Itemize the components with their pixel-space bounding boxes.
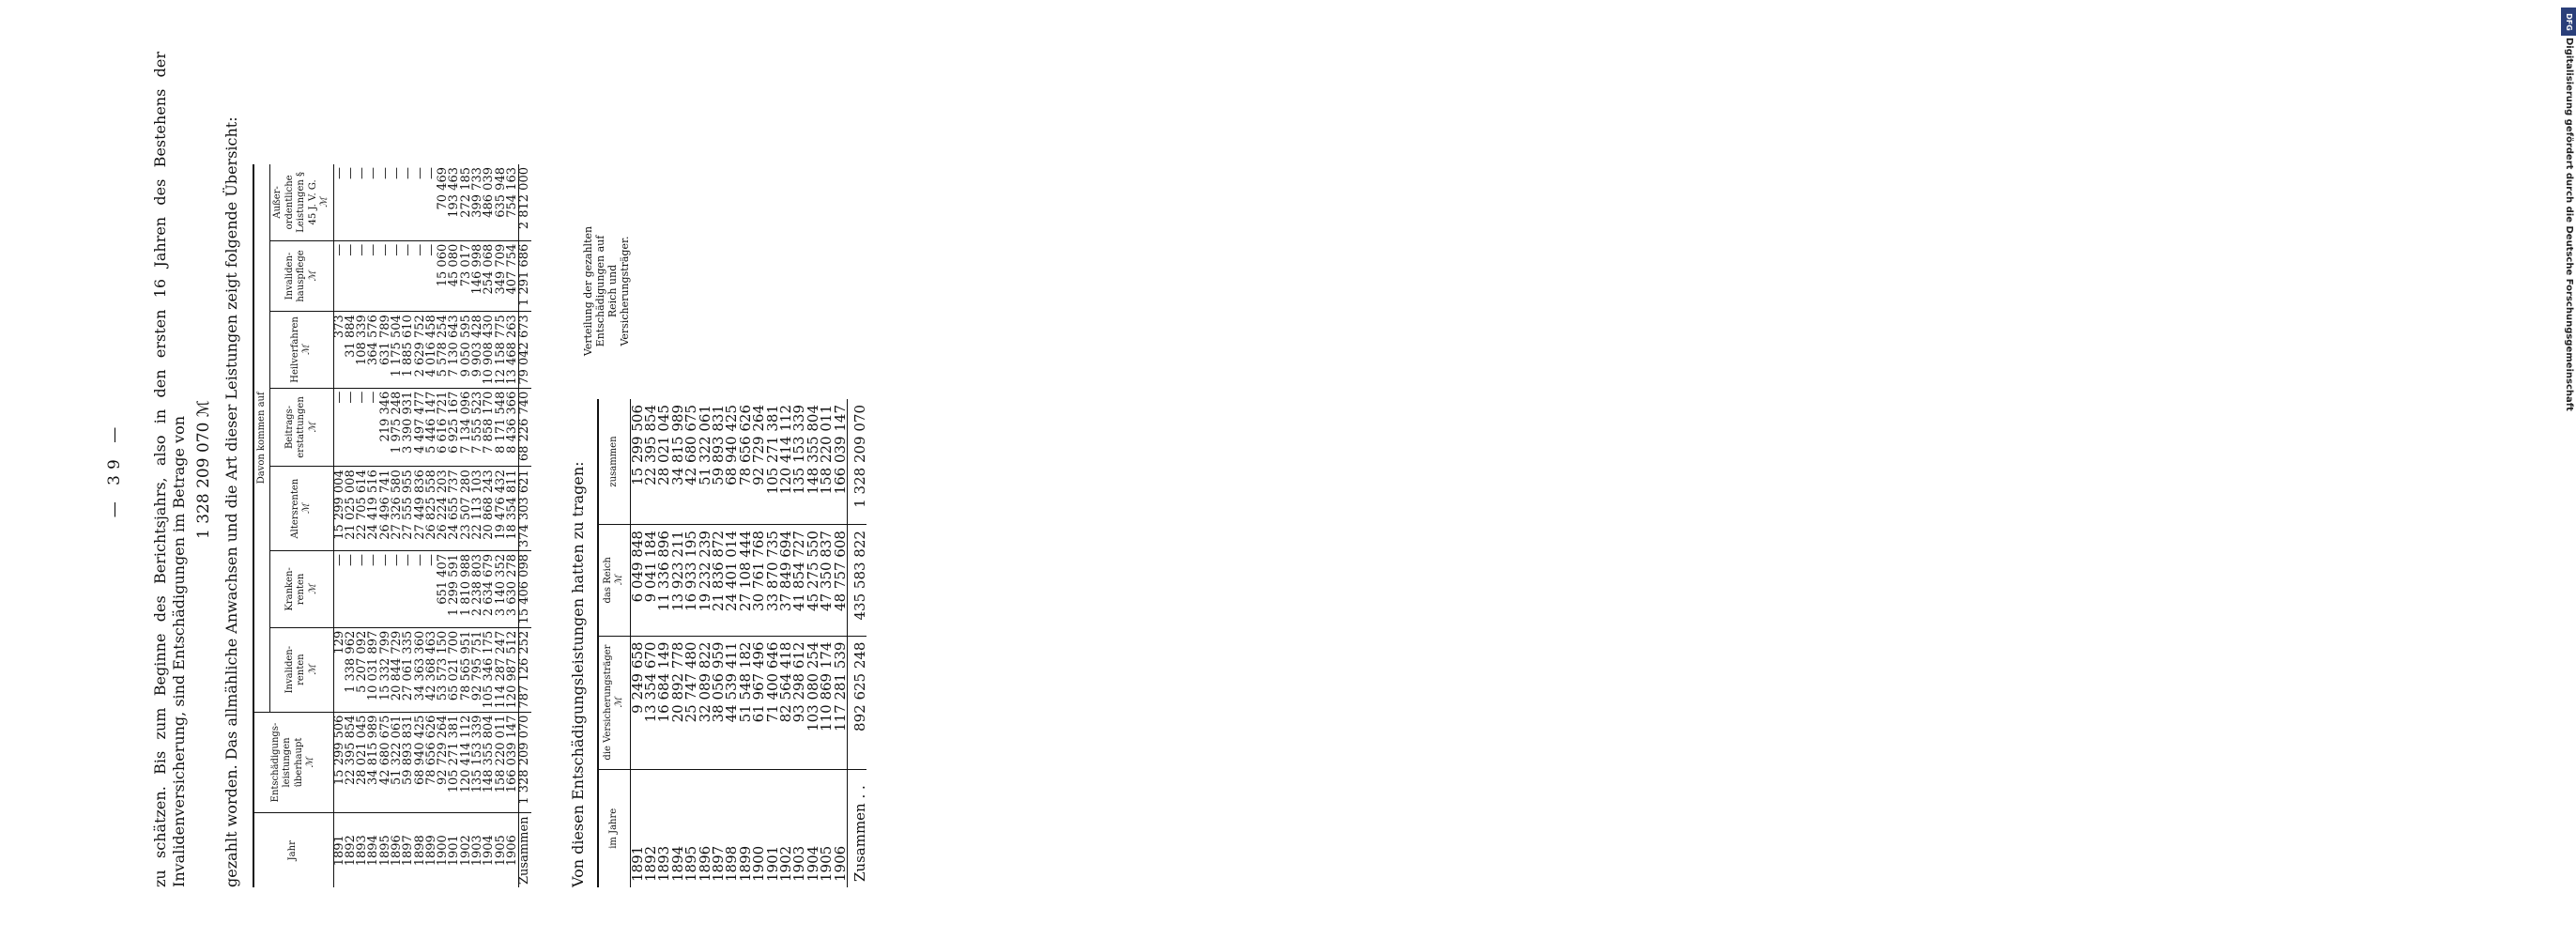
value-cell: — (345, 388, 357, 467)
value-cell: — (343, 167, 358, 179)
year-cell: 1891 (333, 813, 345, 887)
year-cell: 1905 (820, 769, 833, 887)
value-cell: 2 634 679 (483, 551, 495, 628)
value-cell: 120 414 112 (777, 405, 795, 495)
value-cell: — (333, 240, 345, 311)
value-cell: 25 747 480 (684, 636, 698, 769)
value-cell: 44 539 411 (725, 636, 738, 769)
value-cell: 373 (333, 312, 345, 388)
year-cell: 1902 (461, 813, 472, 887)
value-cell: 42 680 675 (380, 712, 391, 813)
value-cell: 31 884 (345, 312, 357, 388)
value-cell: 114 287 247 (496, 627, 507, 712)
value-cell: — (426, 551, 437, 628)
value-cell: 219 346 (380, 388, 391, 467)
value-cell: 45 275 550 (806, 525, 820, 636)
year-cell: 1894 (671, 769, 684, 887)
value-cell: — (377, 167, 392, 179)
value-cell: 71 400 646 (766, 636, 779, 769)
year-cell: 1904 (806, 769, 820, 887)
value-cell: 51 548 182 (739, 636, 752, 769)
sum-label: Zusammen . . (848, 769, 867, 887)
value-cell: 15 060 (437, 240, 449, 311)
value-cell: 105 346 175 (483, 627, 495, 712)
value-cell: 148 355 804 (483, 712, 495, 813)
value-cell: 28 021 045 (655, 405, 673, 485)
sum-cell: 374 303 621 (519, 467, 531, 551)
value-cell: 65 021 700 (449, 627, 460, 712)
value-cell: 9 041 184 (644, 525, 657, 636)
value-cell: 37 849 694 (779, 525, 792, 636)
value-cell: — (345, 551, 357, 628)
group-header: Davon kommen auf (253, 164, 270, 712)
value-cell: 120 987 512 (507, 627, 519, 712)
value-cell: 16 933 195 (684, 525, 698, 636)
year-cell: 1901 (449, 813, 460, 887)
col-header: Kranken-renten ℳ (270, 551, 334, 628)
value-cell: 103 080 254 (806, 636, 820, 769)
value-cell: — (357, 240, 368, 311)
year-cell: 1899 (426, 813, 437, 887)
value-cell: — (380, 551, 391, 628)
value-cell: 26 224 203 (437, 467, 449, 551)
value-cell: 18 354 811 (507, 467, 519, 551)
value-cell: 26 496 741 (380, 467, 391, 551)
value-cell: 73 017 (461, 240, 472, 311)
value-cell: 3 630 278 (507, 551, 519, 628)
value-cell: 61 967 496 (752, 636, 765, 769)
value-cell: — (423, 167, 438, 179)
value-cell: 5 207 092 (357, 627, 368, 712)
lead-text: Von diesen Entschädigungsleistungen hatten zu tragen: (568, 461, 587, 887)
value-cell: 1 885 610 (403, 312, 414, 388)
value-cell: 27 449 836 (415, 467, 426, 551)
year-cell: 1902 (779, 769, 792, 887)
value-cell: 254 068 (483, 240, 495, 311)
value-cell: 9 249 658 (630, 636, 644, 769)
value-cell: 6 925 167 (449, 388, 460, 467)
value-cell: — (368, 240, 379, 311)
value-cell: — (403, 551, 414, 628)
value-cell: 27 326 580 (391, 467, 403, 551)
value-cell: 105 271 381 (449, 712, 460, 813)
benefits-table (253, 164, 531, 887)
value-cell: — (426, 240, 437, 311)
value-cell: 3 140 352 (496, 551, 507, 628)
value-cell: 5 578 254 (437, 312, 449, 388)
distribution-table (597, 399, 867, 887)
sum-row (519, 164, 531, 887)
value-cell: 364 576 (368, 312, 379, 388)
value-cell: — (331, 167, 346, 179)
value-cell: 135 153 339 (472, 712, 483, 813)
value-cell: 9 903 428 (472, 312, 483, 388)
sum-cell: 68 226 740 (519, 388, 531, 467)
sum-cell: 2 812 000 (519, 164, 531, 240)
col-total: Entschädigungs-leistungen überhaupt ℳ (253, 712, 334, 813)
year-cell: 1898 (725, 769, 738, 887)
value-cell: 51 322 061 (391, 712, 403, 813)
value-cell: — (380, 240, 391, 311)
year-cell: 1896 (391, 813, 403, 887)
sum-label: Zusammen (519, 813, 531, 887)
value-cell: — (355, 167, 370, 179)
year-cell: 1897 (712, 769, 725, 887)
value-cell: 93 298 612 (792, 636, 805, 769)
value-cell: 24 401 014 (725, 525, 738, 636)
sum-cell: 1 328 209 070 (848, 399, 867, 525)
scanned-page (94, 52, 1258, 887)
year-cell: 1900 (437, 813, 449, 887)
value-cell: 631 789 (380, 312, 391, 388)
value-cell: 3 390 931 (403, 388, 414, 467)
value-cell: 1 175 504 (391, 312, 403, 388)
value-cell: 10 031 897 (368, 627, 379, 712)
value-cell: 105 271 381 (763, 405, 781, 495)
value-cell: 59 893 831 (709, 405, 727, 485)
value-cell: 7 130 643 (449, 312, 460, 388)
value-cell: 27 555 955 (403, 467, 414, 551)
value-cell: 4 016 458 (426, 312, 437, 388)
year-cell: 1899 (739, 769, 752, 887)
col-header: das Reich ℳ (598, 525, 631, 636)
value-cell: 110 869 174 (820, 636, 833, 769)
page-number: — 39 — (105, 421, 124, 518)
value-cell: 22 395 854 (641, 405, 659, 485)
year-cell: 1901 (766, 769, 779, 887)
value-cell: 15 299 506 (628, 405, 646, 485)
value-cell: 21 025 008 (345, 467, 357, 551)
total-amount: 1 328 209 070 ℳ (194, 400, 214, 539)
value-cell: — (333, 388, 345, 467)
value-cell: 82 564 418 (779, 636, 792, 769)
col-header: zusammen (598, 399, 631, 525)
value-cell: 754 163 (504, 167, 519, 218)
value-cell: 12 158 775 (496, 312, 507, 388)
value-cell: 28 021 045 (357, 712, 368, 813)
value-cell: 23 507 280 (461, 467, 472, 551)
value-cell: 349 709 (496, 240, 507, 311)
value-cell: 1 975 248 (391, 388, 403, 467)
year-cell: 1891 (630, 769, 644, 887)
value-cell: 33 870 735 (766, 525, 779, 636)
value-cell: 19 232 239 (698, 525, 712, 636)
value-cell: 8 171 548 (496, 388, 507, 467)
value-cell: 20 868 243 (483, 467, 495, 551)
value-cell: 27 108 444 (739, 525, 752, 636)
value-cell: 13 354 670 (644, 636, 657, 769)
value-cell: 22 113 103 (472, 467, 483, 551)
value-cell: 120 414 112 (461, 712, 472, 813)
value-cell: 4 497 477 (415, 388, 426, 467)
year-cell: 1906 (507, 813, 519, 887)
value-cell: 146 998 (472, 240, 483, 311)
year-cell: 1892 (345, 813, 357, 887)
value-cell: 24 655 737 (449, 467, 460, 551)
value-cell: 78 656 626 (426, 712, 437, 813)
value-cell: 92 729 264 (750, 405, 768, 485)
value-cell: 53 573 150 (437, 627, 449, 712)
value-cell: 16 684 149 (657, 636, 670, 769)
value-cell: 92 795 751 (472, 627, 483, 712)
col-header: Invaliden-renten ℳ (270, 627, 334, 712)
year-cell: 1893 (657, 769, 670, 887)
value-cell: — (368, 551, 379, 628)
value-cell: 148 355 804 (804, 405, 821, 495)
value-cell: 399 733 (470, 167, 485, 218)
value-cell: 1 299 591 (449, 551, 460, 628)
sum-cell: 435 583 822 (848, 525, 867, 636)
value-cell: 5 446 147 (426, 388, 437, 467)
value-cell: — (333, 551, 345, 628)
value-cell: 135 153 339 (790, 405, 808, 495)
dfg-logo: DFG (2561, 8, 2576, 36)
value-cell: 10 908 430 (483, 312, 495, 388)
value-cell: 34 363 360 (415, 627, 426, 712)
value-cell: 19 476 432 (496, 467, 507, 551)
value-cell: 48 757 608 (834, 525, 848, 636)
value-cell: 108 339 (357, 312, 368, 388)
value-cell: 20 844 729 (391, 627, 403, 712)
value-cell: 651 407 (437, 551, 449, 628)
value-cell: — (389, 167, 404, 179)
year-cell: 1894 (368, 813, 379, 887)
table-row (834, 399, 848, 887)
value-cell: 272 185 (458, 167, 473, 218)
value-cell: 68 940 425 (723, 405, 741, 485)
col-year: Jahr (253, 813, 334, 887)
dfg-strip (1278, 0, 2574, 939)
value-cell: 70 469 (436, 167, 451, 210)
value-cell: 15 299 004 (333, 467, 345, 551)
year-cell: 1893 (357, 813, 368, 887)
year-cell: 1892 (644, 769, 657, 887)
value-cell: 51 322 061 (696, 405, 713, 485)
value-cell: — (357, 551, 368, 628)
value-cell: 42 368 463 (426, 627, 437, 712)
value-cell: 7 555 523 (472, 388, 483, 467)
value-cell: 15 299 506 (333, 712, 345, 813)
value-cell: 41 854 727 (792, 525, 805, 636)
sum-cell: 79 042 673 (519, 312, 531, 388)
year-cell: 1900 (752, 769, 765, 887)
value-cell: 47 350 837 (820, 525, 833, 636)
value-cell: 78 656 626 (736, 405, 754, 485)
col-header: Heilverfahren ℳ (270, 312, 334, 388)
col-header: im Jahre (598, 769, 631, 887)
value-cell: — (415, 240, 426, 311)
dfg-credit: Digitalisierung gefördert durch die Deutsche Forschungsgemeinschaft (2564, 38, 2574, 411)
value-cell: 6 049 848 (630, 525, 644, 636)
value-cell: 42 680 675 (682, 405, 700, 485)
value-cell: 2 238 803 (472, 551, 483, 628)
value-cell: 166 039 147 (507, 712, 519, 813)
value-cell: 30 761 768 (752, 525, 765, 636)
value-cell: 24 419 516 (368, 467, 379, 551)
value-cell: 59 893 831 (403, 712, 414, 813)
value-cell: 26 825 558 (426, 467, 437, 551)
sum-cell: 15 406 098 (519, 551, 531, 628)
value-cell: 22 395 854 (345, 712, 357, 813)
value-cell: 68 940 425 (415, 712, 426, 813)
value-cell: 92 729 264 (437, 712, 449, 813)
distribution-section (569, 52, 867, 887)
year-cell: 1897 (403, 813, 414, 887)
value-cell: 32 089 822 (698, 636, 712, 769)
year-cell: 1906 (834, 769, 848, 887)
value-cell: 129 (333, 627, 345, 712)
value-cell: 486 039 (482, 167, 497, 218)
sum-row (848, 399, 867, 887)
year-cell: 1896 (698, 769, 712, 887)
year-cell: 1895 (684, 769, 698, 887)
year-cell: 1895 (380, 813, 391, 887)
value-cell: 27 061 335 (403, 627, 414, 712)
value-cell: 34 815 989 (668, 405, 686, 485)
year-cell: 1904 (483, 813, 495, 887)
value-cell: 38 056 959 (712, 636, 725, 769)
value-cell: 13 468 263 (507, 312, 519, 388)
value-cell: 9 050 595 (461, 312, 472, 388)
value-cell: 158 220 011 (496, 712, 507, 813)
value-cell: 78 565 951 (461, 627, 472, 712)
value-cell: 11 336 896 (657, 525, 670, 636)
value-cell: 1 810 988 (461, 551, 472, 628)
year-cell: 1905 (496, 813, 507, 887)
col-header: Beitrags-erstattungen ℳ (270, 388, 334, 467)
sum-cell: 787 126 252 (519, 627, 531, 712)
year-cell: 1903 (792, 769, 805, 887)
col-header: Außer-ordentliche Leistungen § 45 J. V. G. ℳ (270, 164, 334, 240)
value-cell: 117 281 539 (834, 636, 848, 769)
sum-cell: 1 328 209 070 (519, 712, 531, 813)
value-cell: 8 436 366 (507, 388, 519, 467)
value-cell: 45 080 (449, 240, 460, 311)
value-cell: 22 705 614 (357, 467, 368, 551)
value-cell: — (366, 167, 381, 179)
value-cell: 193 463 (447, 167, 462, 218)
value-cell: 15 332 799 (380, 627, 391, 712)
value-cell: 2 629 752 (415, 312, 426, 388)
value-cell: 635 948 (493, 167, 508, 218)
col-header: Altersrenten ℳ (270, 467, 334, 551)
continuation-paragraph: gezahlt worden. Das allmähliche Anwachsen und die Art dieser Leistungen zeigt folgende Übersicht: (222, 116, 240, 887)
intro-paragraph: zu schätzen. Bis zum Beginne des Berichtsjahrs, also in den ersten 16 Jahren des Bestehens der Invalidenversicherung, sind Entschädigungen im Betrage von (151, 52, 189, 887)
value-cell: — (401, 167, 416, 179)
value-cell: 1 338 962 (345, 627, 357, 712)
value-cell: 407 754 (507, 240, 519, 311)
sum-cell: 892 625 248 (848, 636, 867, 769)
side-note: Verteilung der gezahlten Entschädigungen auf Reich und Versicherungsträger. (581, 225, 632, 357)
value-cell: — (345, 240, 357, 311)
value-cell: 7 858 170 (483, 388, 495, 467)
value-cell: 6 616 721 (437, 388, 449, 467)
value-cell: — (368, 388, 379, 467)
value-cell: 13 923 211 (671, 525, 684, 636)
value-cell: — (391, 551, 403, 628)
value-cell: — (391, 240, 403, 311)
value-cell: 20 892 778 (671, 636, 684, 769)
value-cell: 166 039 147 (831, 405, 849, 495)
value-cell: — (403, 240, 414, 311)
value-cell: 21 836 872 (712, 525, 725, 636)
year-cell: 1898 (415, 813, 426, 887)
year-cell: 1903 (472, 813, 483, 887)
value-cell: 34 815 989 (368, 712, 379, 813)
value-cell: — (357, 388, 368, 467)
sum-cell: 1 291 686 (519, 240, 531, 311)
col-header: die Versicherungsträger ℳ (598, 636, 631, 769)
value-cell: — (412, 167, 427, 179)
value-cell: 158 220 011 (818, 405, 836, 495)
col-header: Invaliden-hauspflege ℳ (270, 240, 334, 311)
value-cell: — (415, 551, 426, 628)
value-cell: 7 134 096 (461, 388, 472, 467)
